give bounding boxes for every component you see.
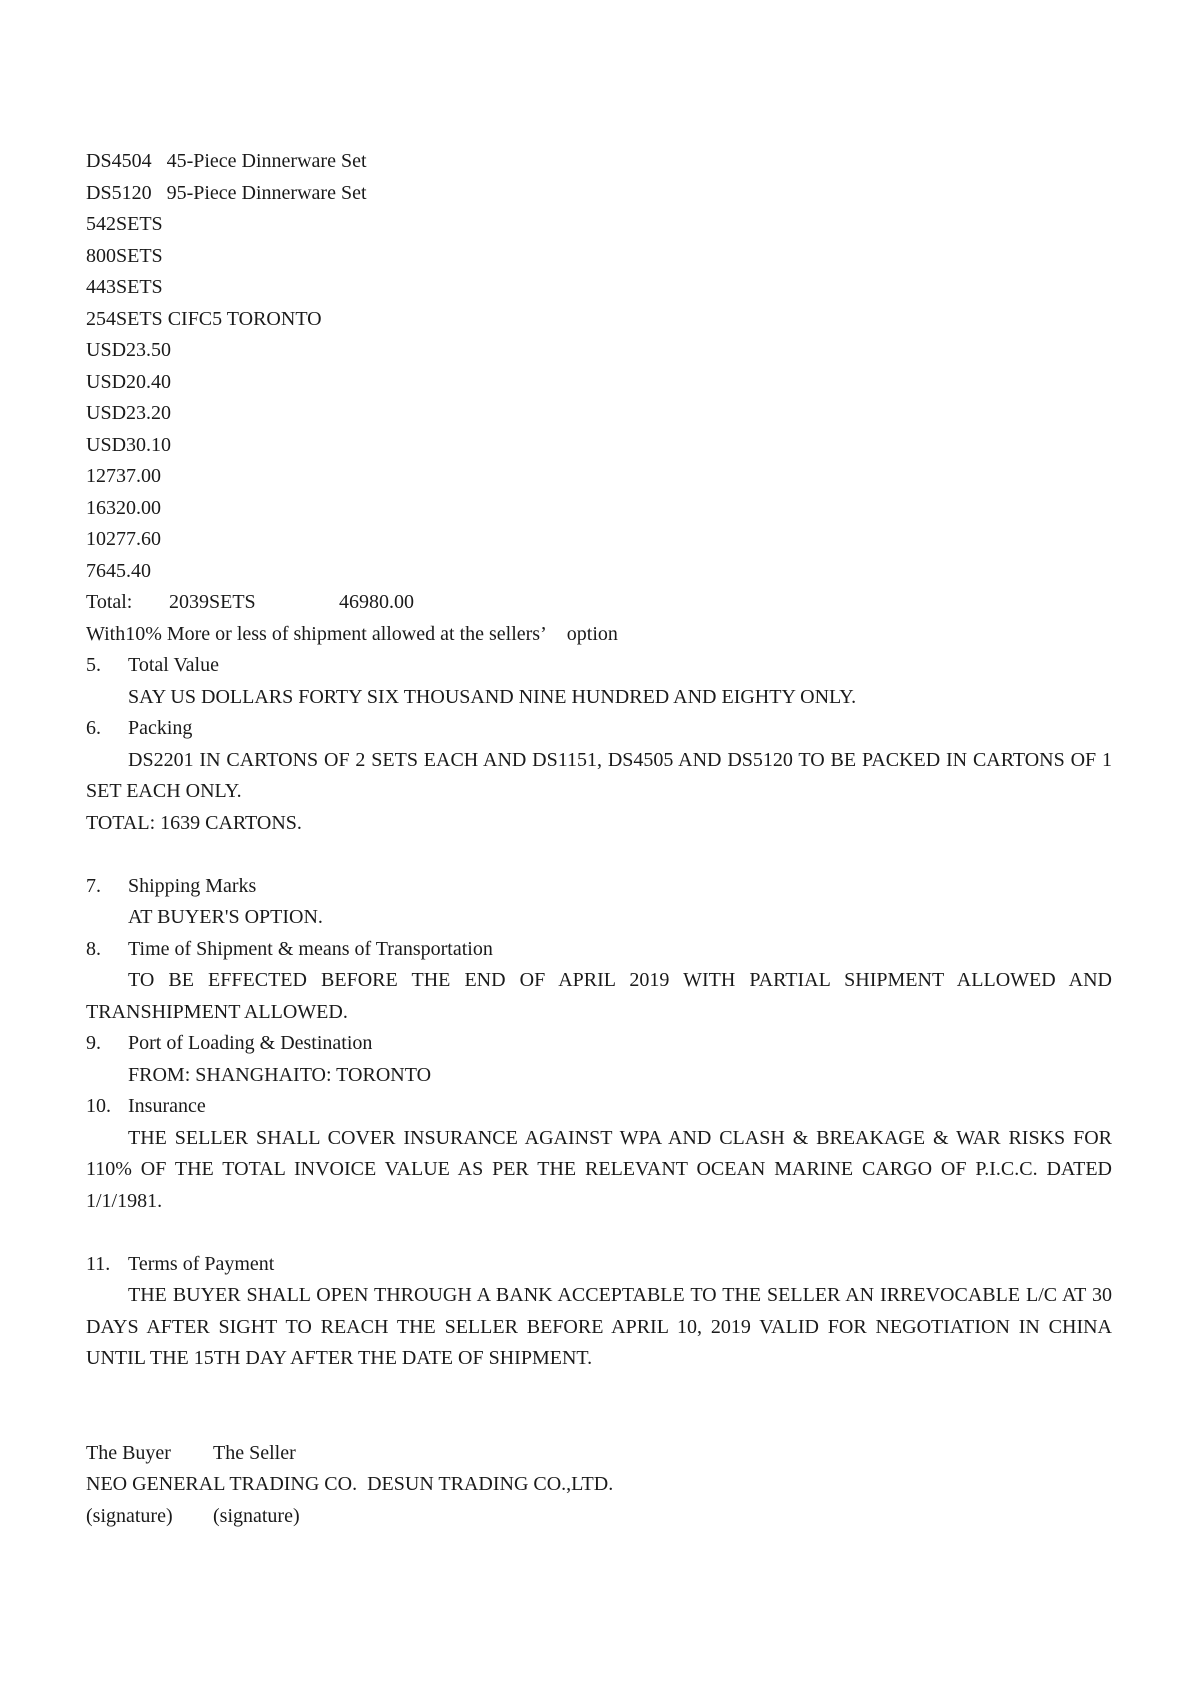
buyer-name: NEO GENERAL TRADING CO. xyxy=(86,1473,358,1495)
clause-body: FROM: SHANGHAITO: TORONTO xyxy=(128,1063,432,1086)
clause-body: DS2201 IN CARTONS OF 2 SETS EACH AND DS1151, DS4505 AND DS5120 TO BE PACKED IN CARTONS OF 1 SET EACH ONLY. xyxy=(86,748,1112,802)
clause-number: 6. xyxy=(86,717,101,739)
quantity-value: 254SETS xyxy=(86,307,163,330)
amount-line: 7645.40 xyxy=(86,559,151,582)
clause-number: 8. xyxy=(86,937,101,960)
seller-name: DESUN TRADING CO.,LTD. xyxy=(367,1473,614,1495)
product-code: DS4504 xyxy=(86,150,152,172)
product-line xyxy=(86,178,1112,210)
amount-line: 16320.00 xyxy=(86,496,161,519)
signature-labels xyxy=(86,1438,1112,1470)
clause-title: Insurance xyxy=(128,1095,206,1117)
clause-number: 5. xyxy=(86,654,101,676)
clause-body: THE BUYER SHALL OPEN THROUGH A BANK ACCEPTABLE TO THE SELLER AN IRREVOCABLE L/C AT 30 DAYS AFTER SIGHT TO REACH THE SELLER BEFORE APRIL 10, 2019 VALID FOR NEGOTIATION IN CHINA UNTIL THE 15TH DAY AFTER THE DATE OF SHIPMENT. xyxy=(86,1284,1112,1369)
clause-title: Total Value xyxy=(128,654,219,676)
contract-page xyxy=(86,146,1112,1532)
clause-packing xyxy=(86,713,1112,745)
quantity-line: 443SETS xyxy=(86,276,163,298)
tolerance-option: option xyxy=(566,622,618,645)
clause-body: THE SELLER SHALL COVER INSURANCE AGAINST WPA AND CLASH & BREAKAGE & WAR RISKS FOR 110% OF THE TOTAL INVOICE VALUE AS PER THE RELEVANT OCEAN MARINE CARGO OF P.I.C.C. DATED 1/1/1981. xyxy=(86,1126,1112,1212)
buyer-signature: (signature) xyxy=(86,1504,173,1527)
unit-price-line: USD20.40 xyxy=(86,370,172,393)
clause-title: Terms of Payment xyxy=(128,1252,275,1275)
total-line xyxy=(86,587,1112,619)
clause-number: 9. xyxy=(86,1032,101,1054)
product-name: 95-Piece Dinnerware Set xyxy=(166,181,367,204)
clause-shipping-marks xyxy=(86,871,1112,903)
unit-price-line: USD23.50 xyxy=(86,339,172,361)
buyer-label: The Buyer xyxy=(86,1441,171,1464)
clause-title: Port of Loading & Destination xyxy=(128,1032,373,1054)
clause-insurance xyxy=(86,1091,1112,1123)
clause-body: TO BE EFFECTED BEFORE THE END OF APRIL 2019 WITH PARTIAL SHIPMENT ALLOWED AND TRANSHIPMENT ALLOWED. xyxy=(86,969,1112,1023)
product-name: 45-Piece Dinnerware Set xyxy=(166,150,367,172)
packing-total: TOTAL: 1639 CARTONS. xyxy=(86,811,302,834)
clause-body: SAY US DOLLARS FORTY SIX THOUSAND NINE HUNDRED AND EIGHTY ONLY. xyxy=(128,685,857,708)
price-term: CIFC5 TORONTO xyxy=(167,307,322,330)
unit-price-line: USD23.20 xyxy=(86,402,172,424)
quantity-line: 800SETS xyxy=(86,244,163,267)
clause-number: 7. xyxy=(86,874,101,897)
clause-number: 11. xyxy=(86,1252,111,1275)
signature-lines xyxy=(86,1501,1112,1533)
clause-payment xyxy=(86,1249,1112,1281)
unit-price-line: USD30.10 xyxy=(86,433,172,456)
product-line xyxy=(86,146,1112,178)
clause-title: Shipping Marks xyxy=(128,874,257,897)
tolerance-line xyxy=(86,619,1112,651)
seller-label: The Seller xyxy=(213,1441,296,1464)
clause-title: Time of Shipment & means of Transportation xyxy=(128,937,493,960)
clause-port xyxy=(86,1028,1112,1060)
clause-title: Packing xyxy=(128,717,193,739)
amount-line: 10277.60 xyxy=(86,528,161,550)
clause-total-value xyxy=(86,650,1112,682)
clause-body: AT BUYER'S OPTION. xyxy=(128,906,323,928)
seller-signature: (signature) xyxy=(213,1504,300,1527)
clause-time-of-shipment xyxy=(86,934,1112,966)
party-names xyxy=(86,1469,1112,1501)
product-code: DS5120 xyxy=(86,181,152,204)
amount-line: 12737.00 xyxy=(86,465,161,487)
clause-number: 10. xyxy=(86,1095,111,1117)
total-label: Total: xyxy=(86,591,133,613)
quantity-line: 542SETS xyxy=(86,213,163,235)
tolerance-text: With10% More or less of shipment allowed at the sellers’ xyxy=(86,622,547,645)
total-quantity: 2039SETS xyxy=(169,591,256,613)
quantity-line xyxy=(86,304,1112,336)
total-amount: 46980.00 xyxy=(339,591,414,613)
